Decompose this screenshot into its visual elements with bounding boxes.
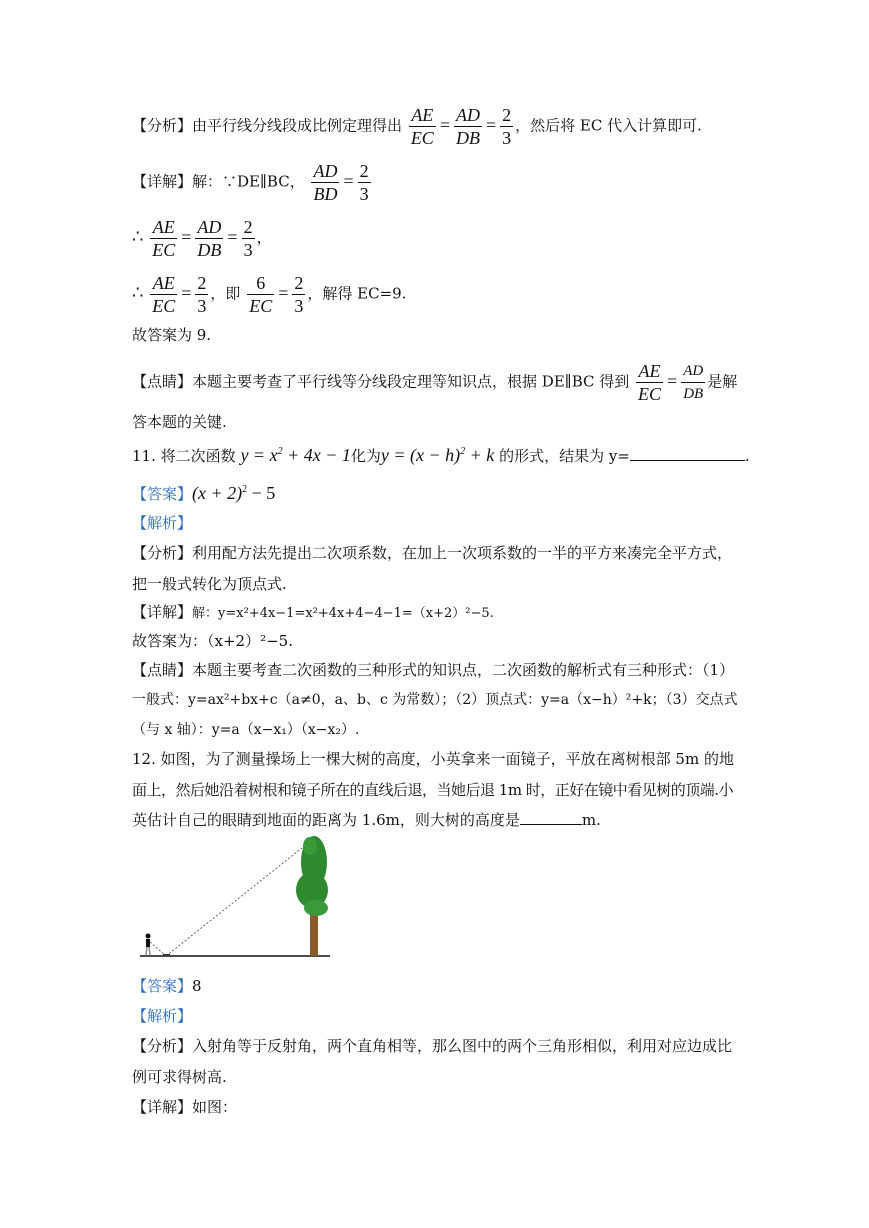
comment-row-2: 答本题的关键. bbox=[132, 413, 227, 431]
vertex-form-expression: $y = (x - h)^2 + k$ bbox=[380, 445, 495, 465]
answer-blank[interactable] bbox=[520, 810, 582, 825]
answer-blank[interactable] bbox=[630, 446, 745, 461]
answer-row bbox=[132, 480, 275, 504]
analysis-row bbox=[132, 543, 732, 563]
step-text-end: ，解得 EC=9. bbox=[307, 284, 407, 303]
detail-row: 【详解】解：∵DE∥BC， $\frac{AD}{BD}$ = $\frac{2}{3}$ bbox=[132, 161, 369, 204]
comment-row bbox=[132, 660, 734, 680]
answer-label: 【答案】 bbox=[132, 977, 193, 995]
comma: ， bbox=[256, 228, 272, 247]
therefore-symbol: ∴ bbox=[132, 226, 144, 248]
equals-sign: = bbox=[485, 114, 497, 135]
fraction-2-3: $\frac{2}{3}$ bbox=[502, 105, 512, 148]
fraction-2-3: $\frac{2}{3}$ bbox=[243, 217, 253, 260]
fraction-2-3: $\frac{2}{3}$ bbox=[197, 273, 207, 316]
therefore-symbol: ∴ bbox=[132, 282, 144, 304]
question-number: 11. bbox=[132, 447, 156, 465]
comment-text: 本题主要考查了平行线等分线段定理等知识点，根据 DE∥BC 得到 bbox=[192, 372, 630, 391]
analysis-text: 入射角等于反射角，两个直角相等，那么图中的两个三角形相似，利用对应边成比 bbox=[192, 1037, 733, 1055]
analysis-row-2: 把一般式转化为顶点式. bbox=[132, 575, 287, 593]
comment-label: 【点睛】 bbox=[132, 661, 193, 679]
question-text: 的形式，结果为 y= bbox=[499, 447, 630, 465]
question-number: 12. bbox=[132, 750, 156, 768]
fraction-2-3: $\frac{2}{3}$ bbox=[359, 161, 369, 204]
detail-text: 解：∵DE∥BC， bbox=[192, 172, 305, 191]
fraction-ae-ec: $\frac{AE}{EC}$ bbox=[638, 361, 662, 404]
sight-line-to-treetop bbox=[166, 840, 312, 956]
tree-icon bbox=[296, 836, 328, 956]
function-expression: $y = x^2 + 4x - 1$ bbox=[240, 445, 351, 465]
question-12-line3: 英估计自己的眼睛到地面的距离为 1.6m，则大树的高度是 m. bbox=[132, 811, 601, 829]
analysis-text: 利用配方法先提出二次项系数，在加上一次项系数的一半的平方来凑完全平方式， bbox=[192, 544, 733, 562]
sight-line-to-mirror bbox=[150, 942, 166, 956]
comment-label: 【点睛】 bbox=[132, 372, 193, 391]
question-12 bbox=[132, 749, 734, 769]
fraction-ae-ec: $\frac{AE}{EC}$ bbox=[152, 217, 176, 260]
comment-row-2: 一般式：y=ax²+bx+c（a≠0，a、b、c 为常数）；（2）顶点式：y=a（x−h）²+k；（3）交点式 bbox=[132, 692, 738, 708]
step-row-2: ∴ $\frac{AE}{EC}$ = $\frac{AD}{DB}$ = $\frac{2}{3}$ ， bbox=[132, 217, 272, 260]
comment-text-end: 是解 bbox=[707, 372, 738, 391]
answer-line: 故答案为：（x+2）²−5. bbox=[132, 632, 293, 650]
fraction-ad-bd: $\frac{AD}{BD}$ bbox=[313, 161, 338, 204]
person-icon bbox=[146, 934, 151, 956]
detail-text: 解：y=x²+4x−1=x²+4x+4−4−1=（x+2）²−5. bbox=[192, 606, 494, 621]
detail-row bbox=[132, 1097, 237, 1117]
fraction-ad-db: $\frac{AD}{DB}$ bbox=[197, 217, 222, 260]
mirror-icon bbox=[163, 954, 170, 956]
step-text: ，即 bbox=[210, 284, 241, 303]
answer-row bbox=[132, 976, 202, 996]
analysis-row bbox=[132, 1036, 732, 1056]
question-11: 11. 将二次函数 $y = x^2 + 4x - 1$化为$y = (x - h)^2 + k$ 的形式，结果为 y= . bbox=[132, 445, 750, 465]
solution-label: 【解析】 bbox=[132, 514, 193, 532]
answer-line: 故答案为 9. bbox=[132, 326, 212, 344]
detail-label: 【详解】 bbox=[132, 1098, 193, 1116]
detail-label: 【详解】 bbox=[132, 172, 193, 191]
answer-value: 8 bbox=[192, 977, 202, 995]
analysis-row bbox=[132, 104, 702, 149]
answer-math: $(x + 2)^2 - 5$ bbox=[192, 483, 276, 503]
solution-label: 【解析】 bbox=[132, 1007, 193, 1025]
question-text: 化为 bbox=[350, 447, 381, 465]
answer-label: 【答案】 bbox=[132, 485, 193, 503]
analysis-row-2: 例可求得树高. bbox=[132, 1068, 227, 1086]
question-text: 如图，为了测量操场上一棵大树的高度，小英拿来一面镜子，平放在离树根部 5m 的地 bbox=[160, 750, 734, 768]
analysis-text-end: ，然后将 EC 代入计算即可. bbox=[515, 116, 702, 135]
analysis-label: 【分析】 bbox=[132, 544, 193, 562]
question-text: 英估计自己的眼睛到地面的距离为 1.6m，则大树的高度是 bbox=[132, 811, 520, 829]
question-text: 将二次函数 bbox=[160, 447, 236, 465]
question-12-line2: 面上，然后她沿着树根和镜子所在的直线后退，当她后退 1m 时，正好在镜中看见树的顶端.小 bbox=[132, 781, 734, 799]
fraction-ae-ec: $\frac{AE}{EC}$ bbox=[410, 105, 434, 148]
comment-row-3: （与 x 轴）：y=a（x−x₁）（x−x₂）. bbox=[132, 722, 360, 738]
detail-label: 【详解】 bbox=[132, 603, 193, 621]
equals-sign: = bbox=[439, 114, 450, 135]
step-row-3: ∴ $\frac{AE}{EC}$ = $\frac{2}{3}$ ，即 $\frac{6}{EC}$ = $\frac{2}{3}$ ，解得 EC=9. bbox=[132, 273, 407, 316]
detail-text: 如图： bbox=[192, 1098, 238, 1116]
fraction-ad-db: $\frac{AD}{DB}$ bbox=[681, 360, 705, 405]
fraction-ad-db: $\frac{AD}{DB}$ bbox=[455, 105, 480, 148]
detail-row bbox=[132, 602, 494, 624]
comment-row: 【点睛】本题主要考查了平行线等分线段定理等知识点，根据 DE∥BC 得到 $\frac{AE}{EC}$ = $\frac{AD}{DB}$ 是解 bbox=[132, 361, 738, 404]
comment-text: 本题主要考查二次函数的三种形式的知识点，二次函数的解析式有三种形式：（1） bbox=[192, 661, 735, 679]
analysis-label: 【分析】 bbox=[132, 1037, 193, 1055]
analysis-label: 【分析】 bbox=[132, 116, 193, 135]
fraction-ae-ec: $\frac{AE}{EC}$ bbox=[152, 273, 176, 316]
analysis-text: 由平行线分线段成比例定理得出 bbox=[192, 116, 403, 135]
fraction-2-3: $\frac{2}{3}$ bbox=[294, 273, 304, 316]
tree-mirror-figure bbox=[140, 832, 340, 962]
fraction-6-ec: $\frac{6}{EC}$ bbox=[249, 273, 273, 316]
